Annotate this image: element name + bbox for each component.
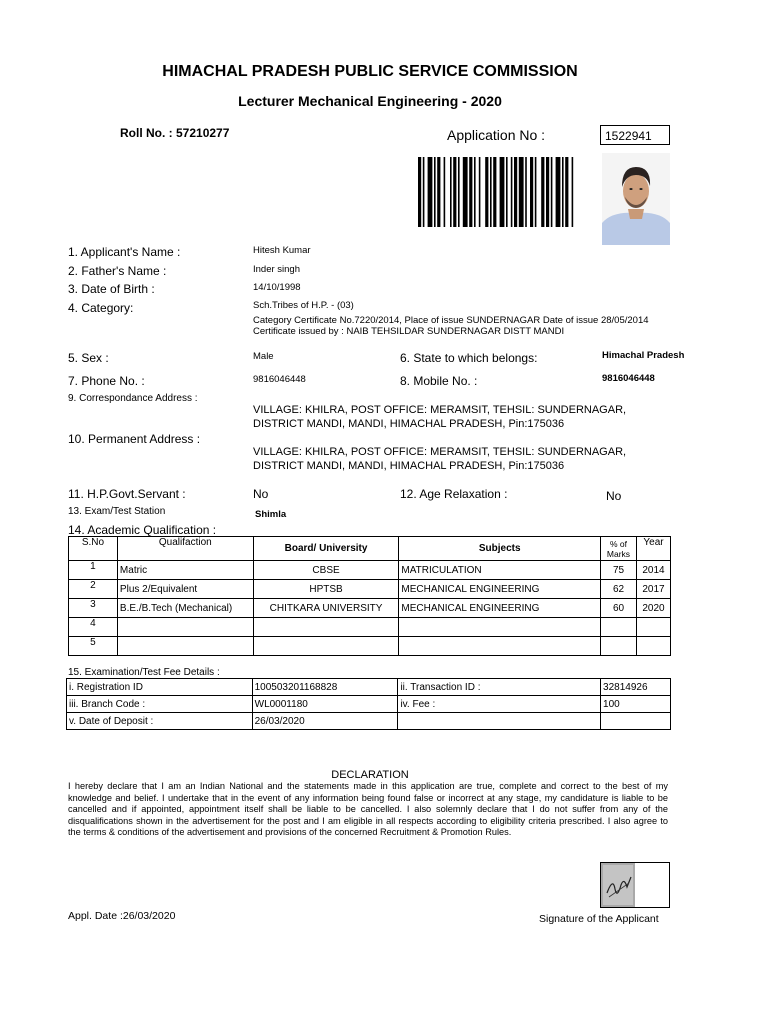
state-value: Himachal Pradesh	[602, 350, 685, 361]
barcode-bar	[493, 157, 496, 227]
cell-qualification	[117, 637, 253, 656]
branch-code-label: iii. Branch Code :	[67, 696, 253, 713]
cell-subjects	[399, 637, 601, 656]
barcode-bar	[530, 157, 533, 227]
barcode-bar	[418, 157, 421, 227]
header-subjects: Subjects	[399, 537, 601, 561]
category-certificate-line1: Category Certificate No.7220/2014, Place of issue SUNDERNAGAR Date of issue 28/05/2014	[253, 315, 649, 326]
dob-value: 14/10/1998	[253, 282, 301, 293]
empty-cell	[398, 713, 601, 730]
mobile-value: 9816046448	[602, 373, 655, 384]
barcode-bar	[556, 157, 561, 227]
table-row	[67, 713, 671, 730]
cell-subjects: MECHANICAL ENGINEERING	[399, 599, 601, 618]
barcode-bar	[511, 157, 513, 227]
barcode-bar	[479, 157, 481, 227]
barcode-bar	[546, 157, 549, 227]
age-relaxation-value: No	[606, 489, 622, 503]
barcode-bar	[474, 157, 476, 227]
govt-servant-value: No	[253, 487, 269, 501]
barcode-bar	[572, 157, 574, 227]
cell-qualification: B.E./B.Tech (Mechanical)	[117, 599, 253, 618]
barcode-bar	[469, 157, 472, 227]
govt-servant-label: 11. H.P.Govt.Servant :	[68, 487, 186, 501]
deposit-date-label: v. Date of Deposit :	[67, 713, 253, 730]
barcode-bar	[423, 157, 425, 227]
academic-table	[68, 536, 671, 656]
header-sno: S.No	[69, 537, 118, 561]
header-marks: % of Marks	[601, 537, 637, 561]
mobile-label: 8. Mobile No. :	[400, 374, 478, 388]
page-title: HIMACHAL PRADESH PUBLIC SERVICE COMMISSION	[162, 63, 578, 80]
cell-sno: 2	[69, 580, 118, 599]
cell-year	[636, 637, 670, 656]
cell-board: CBSE	[253, 561, 399, 580]
cell-marks	[601, 637, 637, 656]
transaction-id-label: ii. Transaction ID :	[398, 679, 601, 696]
barcode-icon	[418, 157, 578, 227]
registration-id-value: 100503201168828	[252, 679, 398, 696]
barcode-bar	[458, 157, 460, 227]
cell-marks: 62	[601, 580, 637, 599]
cell-marks: 60	[601, 599, 637, 618]
branch-code-value: WL0001180	[252, 696, 398, 713]
perm-address-line2: DISTRICT MANDI, MANDI, HIMACHAL PRADESH, Pin:175036	[253, 460, 565, 472]
category-label: 4. Category:	[68, 301, 134, 315]
cell-year: 2017	[636, 580, 670, 599]
page-subtitle: Lecturer Mechanical Engineering - 2020	[238, 93, 502, 109]
cell-year	[636, 618, 670, 637]
table-row	[69, 561, 671, 580]
exam-station-value: Shimla	[255, 509, 287, 520]
declaration-title: DECLARATION	[331, 769, 409, 781]
perm-address-label: 10. Permanent Address :	[68, 432, 201, 446]
signature-box	[600, 862, 670, 908]
transaction-id-value: 32814926	[601, 679, 671, 696]
barcode-bar	[463, 157, 468, 227]
table-row	[69, 618, 671, 637]
table-row	[67, 696, 671, 713]
cell-sno: 3	[69, 599, 118, 618]
cell-qualification: Plus 2/Equivalent	[117, 580, 253, 599]
exam-station-label: 13. Exam/Test Station	[68, 506, 166, 517]
applicant-name-value: Hitesh Kumar	[253, 245, 311, 256]
barcode-bar	[437, 157, 440, 227]
table-row	[67, 679, 671, 696]
age-relaxation-label: 12. Age Relaxation :	[400, 487, 508, 501]
cell-board: CHITKARA UNIVERSITY	[253, 599, 399, 618]
corr-address-line2: DISTRICT MANDI, MANDI, HIMACHAL PRADESH, Pin:175036	[253, 418, 565, 430]
barcode-bar	[490, 157, 492, 227]
cell-qualification	[117, 618, 253, 637]
signature-image	[601, 863, 669, 907]
cell-sno: 5	[69, 637, 118, 656]
cell-marks: 75	[601, 561, 637, 580]
fee-table	[66, 678, 671, 730]
signature-label: Signature of the Applicant	[539, 913, 659, 925]
fee-label: iv. Fee :	[398, 696, 601, 713]
cell-sno: 1	[69, 561, 118, 580]
deposit-date-value: 26/03/2020	[252, 713, 398, 730]
dob-label: 3. Date of Birth :	[68, 282, 155, 296]
table-row	[69, 580, 671, 599]
cell-board	[253, 637, 399, 656]
barcode-bar	[562, 157, 564, 227]
cell-year: 2020	[636, 599, 670, 618]
sex-label: 5. Sex :	[68, 351, 109, 365]
cell-subjects: MATRICULATION	[399, 561, 601, 580]
header-qualification: Qualifaction	[117, 537, 253, 561]
cell-subjects	[399, 618, 601, 637]
header-board: Board/ University	[253, 537, 399, 561]
corr-address-line1: VILLAGE: KHILRA, POST OFFICE: MERAMSIT, TEHSIL: SUNDERNAGAR,	[253, 404, 627, 416]
barcode-bar	[434, 157, 436, 227]
roll-number: Roll No. : 57210277	[120, 126, 230, 140]
barcode-bar	[485, 157, 488, 227]
perm-address-line1: VILLAGE: KHILRA, POST OFFICE: MERAMSIT, TEHSIL: SUNDERNAGAR,	[253, 446, 627, 458]
applicant-name-label: 1. Applicant's Name :	[68, 245, 181, 259]
father-name-label: 2. Father's Name :	[68, 264, 167, 278]
application-number-box: 1522941	[600, 125, 670, 145]
barcode-bar	[551, 157, 553, 227]
barcode-bar	[453, 157, 456, 227]
registration-id-label: i. Registration ID	[67, 679, 253, 696]
father-name-value: Inder singh	[253, 264, 301, 275]
cell-marks	[601, 618, 637, 637]
table-row	[69, 637, 671, 656]
fee-value: 100	[601, 696, 671, 713]
cell-board: HPTSB	[253, 580, 399, 599]
academic-label: 14. Academic Qualification :	[68, 523, 217, 537]
phone-label: 7. Phone No. :	[68, 374, 145, 388]
application-number-label: Application No :	[447, 127, 546, 143]
declaration-text: I hereby declare that I am an Indian National and the statements made in this application are true, complete and correct to the best of my knowledge and belief. I undertake that in the event of any information being found false or incorrect at any stage, my candidature is liable to be cancelled and if appointed, appointment itself shall be liable to be cancelled. I also solemnly declare that I do not suffer from any of the disqualifications shown in the advertisement for the post and I am eligible in all respects according to eligibility criteria prescribed. I also agree to the terms & conditions of the advertisement and provisions of the concerned Recruitment & Promotion Rules.	[68, 781, 668, 837]
cell-sno: 4	[69, 618, 118, 637]
barcode-bar	[514, 157, 517, 227]
application-date: Appl. Date :26/03/2020	[68, 910, 176, 922]
cell-year: 2014	[636, 561, 670, 580]
header-year: Year	[636, 537, 670, 561]
fee-details-label: 15. Examination/Test Fee Details :	[68, 667, 220, 678]
state-label: 6. State to which belongs:	[400, 351, 538, 365]
barcode-bar	[525, 157, 527, 227]
barcode-bar	[444, 157, 446, 227]
barcode-bar	[450, 157, 452, 227]
academic-header-row	[69, 537, 671, 561]
applicant-photo	[602, 153, 670, 245]
barcode-bar	[500, 157, 505, 227]
category-certificate-line2: Certificate issued by : NAIB TEHSILDAR SUNDERNAGAR DISTT MANDI	[253, 326, 565, 337]
sex-value: Male	[253, 351, 274, 362]
barcode-bar	[519, 157, 524, 227]
cell-qualification: Matric	[117, 561, 253, 580]
cell-subjects: MECHANICAL ENGINEERING	[399, 580, 601, 599]
cell-board	[253, 618, 399, 637]
barcode-bar	[541, 157, 544, 227]
table-row	[69, 599, 671, 618]
barcode-bar	[565, 157, 568, 227]
empty-cell	[601, 713, 671, 730]
corr-address-label: 9. Correspondance Address :	[68, 393, 198, 404]
barcode-bar	[428, 157, 433, 227]
phone-value: 9816046448	[253, 374, 306, 385]
barcode-bar	[535, 157, 537, 227]
barcode-bar	[506, 157, 508, 227]
category-value: Sch.Tribes of H.P. - (03)	[253, 300, 354, 311]
